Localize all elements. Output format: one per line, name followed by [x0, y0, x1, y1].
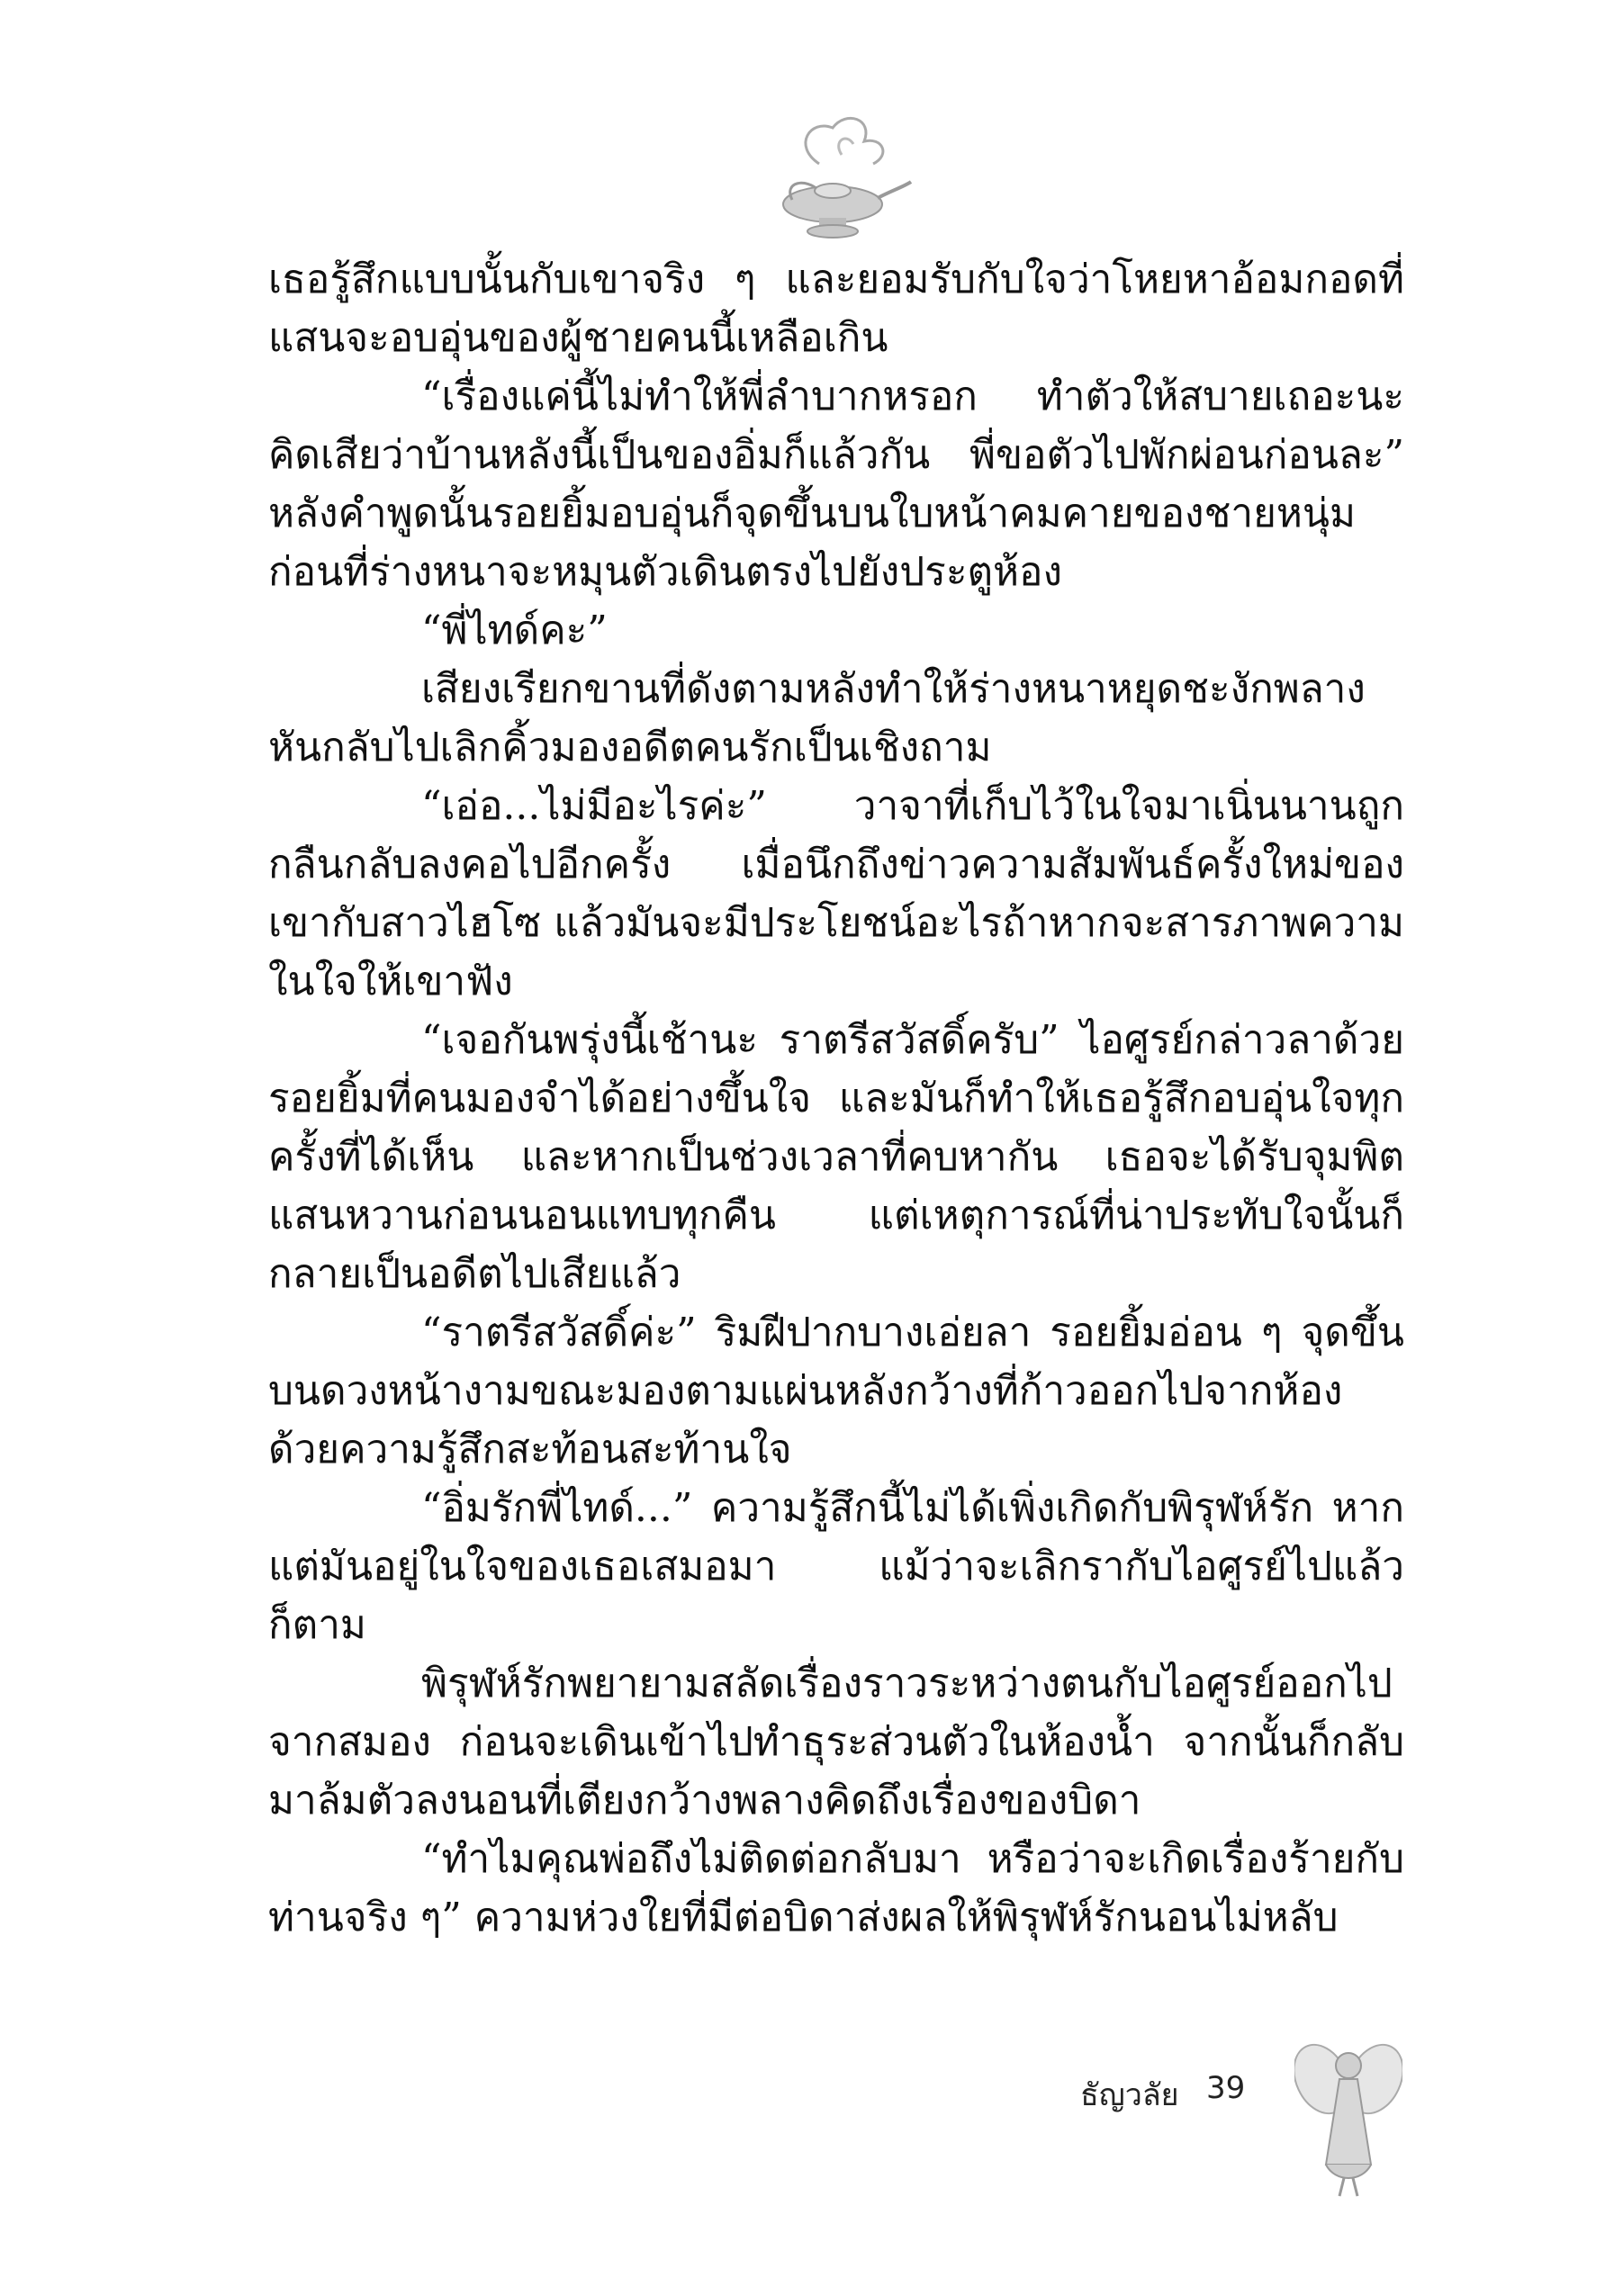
- paragraph: “เอ่อ...ไม่มีอะไรค่ะ” วาจาที่เก็บไว้ในใจมาเนิ่นนานถูกกลืนกลับลงคอไปอีกครั้ง เมื่อนึกถึงข่าวความสัมพันธ์ครั้งใหม่ของเขากับสาวไฮโซ แล้วมันจะมีประโยชน์อะไรถ้าหากจะสารภาพความในใจให้เขาฟัง: [268, 783, 1404, 1004]
- body-text: [268, 250, 1404, 1947]
- footer-author: ธัญวลัย: [1080, 2077, 1179, 2113]
- paragraph: “ทำไมคุณพ่อถึงไม่ติดต่อกลับมา หรือว่าจะเกิดเรื่องร้ายกับท่านจริง ๆ” ความห่วงใยที่มีต่อบิดาส่งผลให้พิรุฬห์รักนอนไม่หลับ: [268, 1836, 1404, 1940]
- paragraph: “ราตรีสวัสดิ์ค่ะ” ริมฝีปากบางเอ่ยลา รอยยิ้มอ่อน ๆ จุดขึ้นบนดวงหน้างามขณะมองตามแผ่นหลังกว้างที่ก้าวออกไปจากห้องด้วยความรู้สึกสะท้อนสะท้านใจ: [268, 1310, 1404, 1472]
- paragraph: “เจอกันพรุ่งนี้เช้านะ ราตรีสวัสดิ์ครับ” ไอศูรย์กล่าวลาด้วยรอยยิ้มที่คนมองจำได้อย่างขึ้นใจ และมันก็ทำให้เธอรู้สึกอบอุ่นใจทุกครั้งที่ได้เห็น และหากเป็นช่วงเวลาที่คบหากัน เธอจะได้รับจุมพิตแสนหวานก่อนนอนแทบทุกคืน แต่เหตุการณ์ที่น่าประทับใจนั้นก็กลายเป็นอดีตไปเสียแล้ว: [268, 1017, 1404, 1297]
- magic-lamp-icon: [756, 101, 918, 245]
- paragraph: พิรุฬห์รักพยายามสลัดเรื่องราวระหว่างตนกับไอศูรย์ออกไปจากสมอง ก่อนจะเดินเข้าไปทำธุระส่วนตัวในห้องน้ำ จากนั้นก็กลับมาล้มตัวลงนอนที่เตียงกว้างพลางคิดถึงเรื่องของบิดา: [268, 1661, 1404, 1823]
- fairy-icon: [1294, 2030, 1402, 2201]
- paragraph: เธอรู้สึกแบบนั้นกับเขาจริง ๆ และยอมรับกับใจว่าโหยหาอ้อมกอดที่แสนจะอบอุ่นของผู้ชายคนนี้เหลือเกิน: [268, 257, 1404, 361]
- page-number: 39: [1206, 2070, 1246, 2106]
- paragraph: “เรื่องแค่นี้ไม่ทำให้พี่ลำบากหรอก ทำตัวให้สบายเถอะนะ คิดเสียว่าบ้านหลังนี้เป็นของอิ่มก็แล้วกัน พี่ขอตัวไปพักผ่อนก่อนละ” หลังคำพูดนั้นรอยยิ้มอบอุ่นก็จุดขึ้นบนใบหน้าคมคายของชายหนุ่ม ก่อนที่ร่างหนาจะหมุนตัวเดินตรงไปยังประตูห้อง: [268, 374, 1404, 595]
- paragraph: เสียงเรียกขานที่ดังตามหลังทำให้ร่างหนาหยุดชะงักพลางหันกลับไปเลิกคิ้วมองอดีตคนรักเป็นเชิงถาม: [268, 666, 1366, 770]
- paragraph: “พี่ไทด์คะ”: [421, 608, 608, 653]
- paragraph: “อิ่มรักพี่ไทด์...” ความรู้สึกนี้ไม่ได้เพิ่งเกิดกับพิรุฬห์รัก หากแต่มันอยู่ในใจของเธอเสมอมา แม้ว่าจะเลิกรากับไอศูรย์ไปแล้วก็ตาม: [268, 1485, 1404, 1648]
